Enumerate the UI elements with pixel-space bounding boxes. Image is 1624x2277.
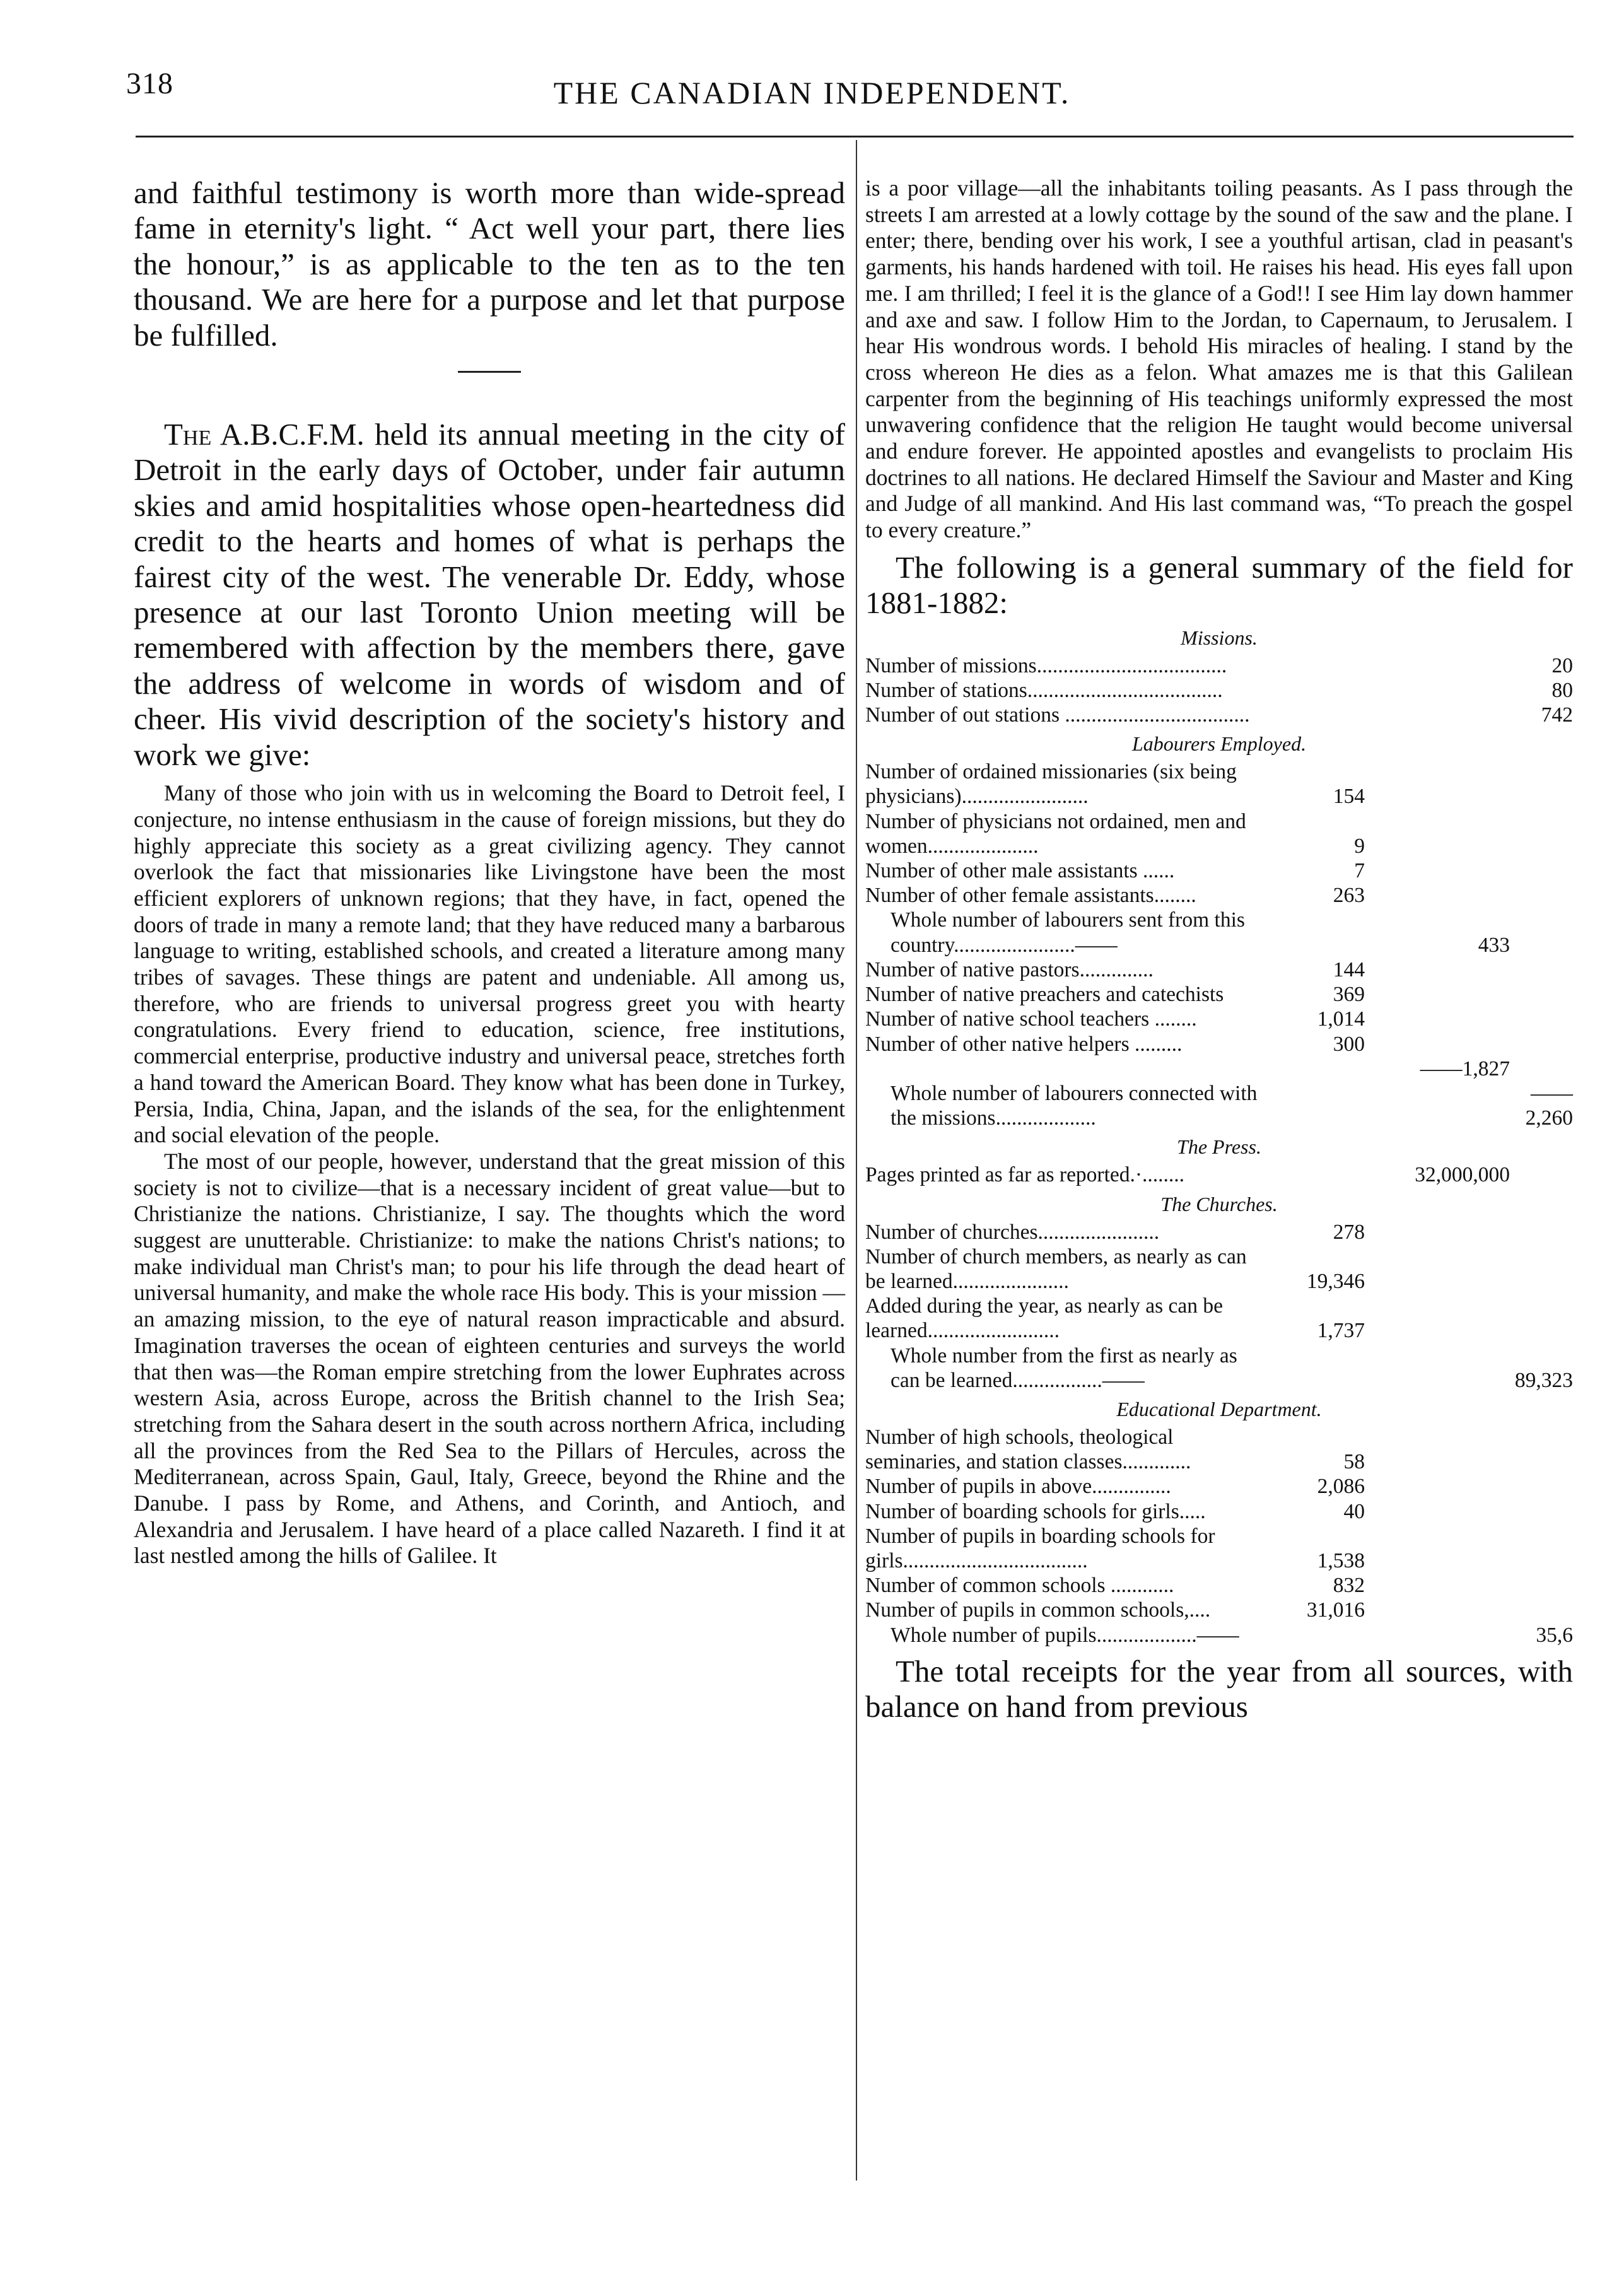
stat-value (1510, 1032, 1573, 1057)
stat-value (1365, 1220, 1510, 1244)
section-rule (458, 371, 521, 373)
stat-value (1365, 759, 1510, 809)
stat-value (1510, 858, 1573, 883)
section-head-missions: Missions. (1181, 626, 1258, 649)
stat-label: Number of churches....................... (865, 1220, 1160, 1244)
stat-value (1270, 1162, 1365, 1187)
stat-row (865, 1007, 1573, 1031)
stat-label: Number of high schools, theological seminaries, and station classes............. (865, 1425, 1191, 1474)
stat-value: 20 (1551, 653, 1573, 677)
stat-row (865, 957, 1573, 982)
stat-row (865, 1499, 1573, 1524)
column-divider (856, 140, 857, 2180)
paragraph-abcfm (134, 417, 845, 773)
stat-row (865, 1162, 1573, 1187)
stat-row (865, 1474, 1573, 1499)
stat-row (865, 678, 1573, 703)
stat-label: Number of common schools ............ (865, 1574, 1174, 1598)
stat-value: 263 (1333, 884, 1365, 908)
stat-value (1510, 1598, 1573, 1622)
stat-label: Whole number of labourers connected with the missions................... (891, 1081, 1258, 1130)
stat-value (1365, 982, 1510, 1007)
stat-value (1270, 1081, 1365, 1130)
section-head-labourers: Labourers Employed. (1131, 732, 1307, 756)
stat-value (1510, 1220, 1573, 1244)
quote-paragraph-1: Many of those who join with us in welcoming the Board to Detroit feel, I conjecture, no intense enthusiasm in the cause of foreign missions, but they do highly appreciate this society as a great civilizing agency. They cannot overlook the fact that missionaries like Livingstone have been the most efficient explorers of unknown regions; that they have, in fact, opened the doors of trade in many a remote land; that they have reduced many a barbarous language to writing, established schools, and created a literature among many tribes of savages. These things are patent and undeniable. All among us, therefore, who are friends to universal progress greet you with hearty congratulations. Every friend to education, science, free institutions, commercial enterprise, productive industry and universal peace, stretches forth a hand toward the American Board. They know what has been done in Turkey, Persia, India, China, Japan, and the islands of the sea, for the enlightenment and social elevation of the people. (134, 780, 845, 1148)
stat-value: 1,538 (1317, 1548, 1365, 1572)
stat-row (865, 1573, 1573, 1598)
stat-value: 278 (1333, 1220, 1365, 1244)
stat-label: Number of other female assistants........ (865, 884, 1196, 908)
stat-value (1270, 908, 1365, 957)
stat-value (1365, 1598, 1510, 1622)
stat-value: 35,6 (1536, 1623, 1573, 1647)
stat-value (1365, 1499, 1510, 1524)
stat-value (1365, 1244, 1510, 1294)
header-rule (136, 136, 1574, 138)
stat-label: Pages printed as far as reported.·........ (865, 1163, 1185, 1187)
stat-table-churches (865, 1220, 1573, 1393)
stat-value (1365, 858, 1510, 883)
stat-value (1510, 1524, 1573, 1573)
stat-value: ——1,827 (1420, 1057, 1510, 1080)
section-head-education: Educational Department. (1116, 1397, 1322, 1420)
stat-value (1510, 1057, 1573, 1081)
stat-label: Number of pupils in above............... (865, 1475, 1171, 1499)
stat-row (865, 1032, 1573, 1057)
stat-table-education (865, 1425, 1573, 1648)
stat-value (1365, 1343, 1510, 1393)
stat-value: 300 (1333, 1032, 1365, 1056)
stat-label: Number of other male assistants ...... (865, 859, 1175, 883)
stat-value (1270, 1057, 1365, 1081)
stat-value: 19,346 (1306, 1269, 1365, 1293)
stat-row (865, 1425, 1573, 1474)
stat-label: Number of church members, as nearly as can be learned...................... (865, 1244, 1247, 1293)
stat-value (1365, 1425, 1510, 1474)
lead-word: The (164, 417, 212, 452)
stat-table-missions (865, 653, 1573, 728)
paragraph-abcfm-body: A.B.C.F.M. held its annual meeting in the city of Detroit in the early days of October, under fair autumn skies and amid hospitalities whose open-heartedness did credit to the hearts and homes of what is perhaps the fairest city of the west. The venerable Dr. Eddy, whose presence at our last Toronto Union meeting will be remembered with affection by the members there, gave the address of welcome in words of wisdom and of cheer. His vivid description of the society's history and work we give: (134, 417, 845, 772)
stat-label: Whole number of pupils...................—— (891, 1623, 1239, 1647)
paragraph-testimony: and faithful testimony is worth more than wide-spread fame in eternity's light. “ Act well your part, there lies the honour,” is as applicable to the ten as to the ten thousand. We are here for a purpose and let that purpose be fulfilled. (134, 175, 845, 353)
page-number: 318 (126, 67, 173, 100)
stat-value (1510, 1425, 1573, 1474)
statistics-summary (865, 626, 1573, 1648)
stat-value: 1,014 (1317, 1007, 1365, 1031)
left-column (134, 175, 845, 1569)
stat-value (1510, 1007, 1573, 1031)
stat-value: 832 (1333, 1574, 1365, 1598)
stat-row (865, 1244, 1573, 1294)
stat-value: 31,016 (1306, 1598, 1365, 1622)
stat-table-labourers (865, 759, 1573, 1130)
stat-row (865, 1220, 1573, 1244)
stat-value: 9 (1354, 834, 1365, 858)
right-column (865, 175, 1573, 1725)
stat-value (1365, 1474, 1510, 1499)
stat-label: Number of native school teachers ........ (865, 1007, 1197, 1031)
running-head: THE CANADIAN INDEPENDENT. (553, 75, 1071, 110)
stat-row (865, 982, 1573, 1007)
stat-value (1510, 1573, 1573, 1598)
stat-row (865, 1598, 1573, 1622)
stat-value (1510, 759, 1573, 809)
stat-label: Number of pupils in boarding schools for girls................................... (865, 1524, 1215, 1572)
stat-row (865, 703, 1573, 727)
stat-label: Number of pupils in common schools,.... (865, 1598, 1211, 1622)
stat-row (865, 1057, 1573, 1081)
stat-value (1365, 1007, 1510, 1031)
stat-value: 433 (1478, 933, 1510, 957)
stat-label: Number of native pastors.............. (865, 957, 1154, 981)
stat-label: Number of boarding schools for girls..... (865, 1499, 1206, 1523)
stat-value (1510, 1474, 1573, 1499)
spacer (134, 773, 845, 780)
stat-value: 2,086 (1317, 1475, 1365, 1499)
stat-value (1270, 1343, 1365, 1393)
stat-row (865, 1343, 1573, 1393)
stat-value (1510, 982, 1573, 1007)
stat-label: Number of ordained missionaries (six being physicians)........................ (865, 760, 1237, 809)
stat-label: Number of stations..................................... (865, 678, 1223, 702)
stat-value: 1,737 (1317, 1319, 1365, 1343)
closing-paragraph: The total receipts for the year from all sources, with balance on hand from previous (865, 1653, 1573, 1724)
stat-value (1510, 908, 1573, 957)
stat-label: Number of other native helpers ......... (865, 1032, 1183, 1056)
stat-row (865, 908, 1573, 957)
stat-value: 144 (1333, 957, 1365, 981)
stat-value (1365, 1294, 1510, 1343)
stat-value: 40 (1343, 1499, 1365, 1523)
stat-value (1365, 957, 1510, 982)
stat-row (865, 653, 1573, 678)
stat-value (1510, 883, 1573, 908)
stat-value (1365, 883, 1510, 908)
stat-value: 58 (1343, 1450, 1365, 1474)
quote-paragraph-3: is a poor village—all the inhabitants toiling peasants. As I pass through the streets I am arrested at a lowly cottage by the sound of the saw and the plane. I enter; there, bending over his work, I see a youthful artisan, clad in peasant's garments, his hands hardened with toil. He raises his head. His eyes fall upon me. I am thrilled; I feel it is the glance of a God!! I see Him lay down hammer and axe and saw. I follow Him to the Jordan, to Capernaum, to Jerusalem. I hear His wondrous words. I behold His miracles of healing. I stand by the cross whereon He dies as a felon. What amazes me is that this Galilean carpenter from the beginning of His teachings uniformly expressed the most unwavering confidence that the religion He taught would become universal and endure forever. He appointed apostles and evangelists to proclaim His doctrines to all nations. He declared Himself the Saviour and Master and King and Judge of all mankind. And His last command was, “To preach the gospel to every creature.” (865, 175, 1573, 543)
stat-value: 369 (1333, 983, 1365, 1007)
stat-label: Number of out stations ................................... (865, 703, 1250, 727)
stat-row (865, 1524, 1573, 1573)
stat-value (1510, 809, 1573, 858)
stat-table-press (865, 1162, 1573, 1187)
stat-label: Whole number of labourers sent from this country.......................—— (891, 908, 1245, 957)
stat-value (1365, 1524, 1510, 1573)
section-head-churches: The Churches. (1160, 1192, 1278, 1215)
stat-value (1365, 1032, 1510, 1057)
stat-value (1365, 1623, 1510, 1648)
stat-row (865, 883, 1573, 908)
stat-value (1510, 1244, 1573, 1294)
stat-value (1270, 1623, 1365, 1648)
stat-value (1510, 1294, 1573, 1343)
stat-row (865, 809, 1573, 858)
stat-value: 80 (1551, 678, 1573, 702)
stat-value (1365, 809, 1510, 858)
stat-value: 89,323 (1514, 1368, 1573, 1392)
stat-value: ——2,260 (1525, 1081, 1573, 1130)
stat-row (865, 759, 1573, 809)
section-head-press: The Press. (1177, 1135, 1261, 1159)
stat-row (865, 1294, 1573, 1343)
stat-label (865, 1057, 1270, 1081)
stat-value (1365, 1573, 1510, 1598)
stat-row (865, 858, 1573, 883)
stat-label: Whole number from the first as nearly as can be learned.................—— (891, 1343, 1237, 1392)
stat-value: 7 (1354, 859, 1365, 883)
stat-value: 742 (1541, 703, 1573, 727)
stat-row (865, 1623, 1573, 1648)
quote-paragraph-2: The most of our people, however, understand that the great mission of this society is not to civilize—that is a necessary incident of great value—but to Christianize the nations. Christianize, I say. The thoughts which the word suggest are unutterable. Christianize: to make the nations Christ's nations; to make individual man Christ's man; to pour his life through the dead heart of universal humanity, and make the whole race His body. This is your mission —an amazing mission, to the eye of natural reason impracticable and absurd. Imagination traverses the ocean of eighteen centuries and surveys the world that then was—the Roman empire stretching from the lower Euphrates across western Asia, across Europe, across the British channel to the Irish Sea; stretching from the Sahara desert in the south across northern Africa, including all the provinces from the Red Sea to the Pillars of Hercules, across the Mediterranean, across Spain, Gaul, Italy, Greece, beyond the Rhine and the Danube. I pass by Rome, and Athens, and Corinth, and Antioch, and Alexandria and Jerusalem. I have heard of a place called Nazareth. I find it at last nestled among the hills of Galilee. It (134, 1148, 845, 1569)
stat-value (1510, 957, 1573, 982)
stat-label: Number of native preachers and catechists (865, 983, 1224, 1007)
stat-value (1510, 1499, 1573, 1524)
stat-value (1510, 1162, 1573, 1187)
summary-intro: The following is a general summary of the field for 1881-1882: (865, 549, 1573, 621)
stat-label: Number of physicians not ordained, men and women..................... (865, 809, 1246, 858)
stat-row (865, 1081, 1573, 1130)
stat-value (1365, 1081, 1510, 1130)
stat-label: Number of missions.................................... (865, 653, 1227, 677)
stat-label: Added during the year, as nearly as can be learned......................... (865, 1294, 1223, 1343)
stat-value: 32,000,000 (1415, 1163, 1510, 1187)
stat-value: 154 (1333, 785, 1365, 809)
